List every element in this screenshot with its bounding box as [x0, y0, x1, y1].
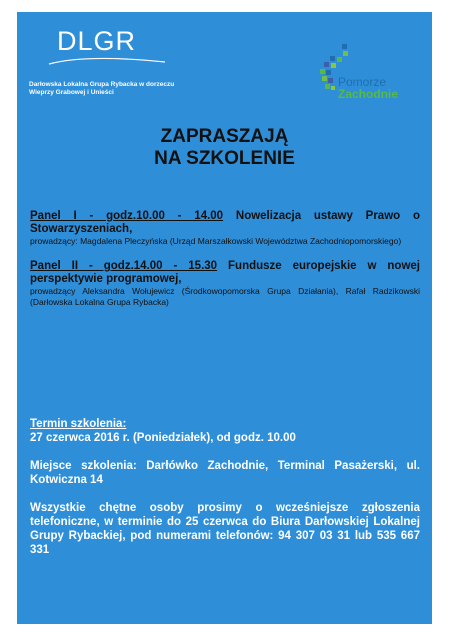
- poster: [17, 12, 432, 624]
- panels-section: [30, 210, 420, 321]
- panel-2-topic: Fundusze europejskie w nowej perspektywie programowej,: [30, 260, 420, 285]
- dlgr-logo-text: DLGR: [57, 26, 137, 56]
- panel-1-label: Panel I - godz.10.00 - 14.00: [30, 210, 224, 222]
- term-value: 27 czerwca 2016 r. (Poniedziałek), od godz. 10.00: [30, 432, 296, 444]
- term-label: Termin szkolenia:: [30, 418, 127, 430]
- wave-icon: [47, 56, 167, 68]
- panel-1: [30, 210, 420, 247]
- pomorze-line2: Zachodnie: [338, 87, 399, 101]
- panel-1-topic: Nowelizacja ustawy Prawo o Stowarzyszeniach,: [30, 210, 420, 235]
- pomorze-zachodnie-logo: [316, 42, 420, 114]
- panel-2: [30, 260, 420, 308]
- invitation-heading: [17, 126, 432, 170]
- info-section: [30, 417, 420, 571]
- pomorze-line1: Pomorze: [338, 75, 387, 89]
- dlgr-description: Darłowska Lokalna Grupa Rybacka w dorzeczu Wieprzy Grabowej i Unieści: [29, 81, 175, 96]
- pomorze-zachodnie-wordmark: [338, 76, 398, 100]
- panel-1-lead: prowadzący: Magdalena Pleczyńska (Urząd Marszałkowski Województwa Zachodniopomorskiego): [30, 236, 402, 246]
- panel-2-lead: prowadzący Aleksandra Wołujewicz (Środkowopomorska Grupa Działania), Rafał Radzikowski (Darłowska Lokalna Grupa Rybacka): [30, 286, 420, 307]
- registration-request: Wszystkie chętne osoby prosimy o wcześniejsze zgłoszenia telefoniczne, w terminie do 25 czerwca do Biura Darłowskiej Lokalnej Grupy Rybackiej, pod numerami telefonów: 94 307 03 31 lub 535 667 331: [30, 502, 420, 556]
- panel-2-label: Panel II - godz.14.00 - 15.30: [30, 260, 218, 272]
- heading-line2: NA SZKOLENIE: [154, 148, 295, 169]
- place-text: Miejsce szkolenia: Darłówko Zachodnie, Terminal Pasażerski, ul. Kotwiczna 14: [30, 460, 420, 486]
- heading-line1: ZAPRASZAJĄ: [160, 126, 289, 147]
- dlgr-logo: [29, 28, 179, 97]
